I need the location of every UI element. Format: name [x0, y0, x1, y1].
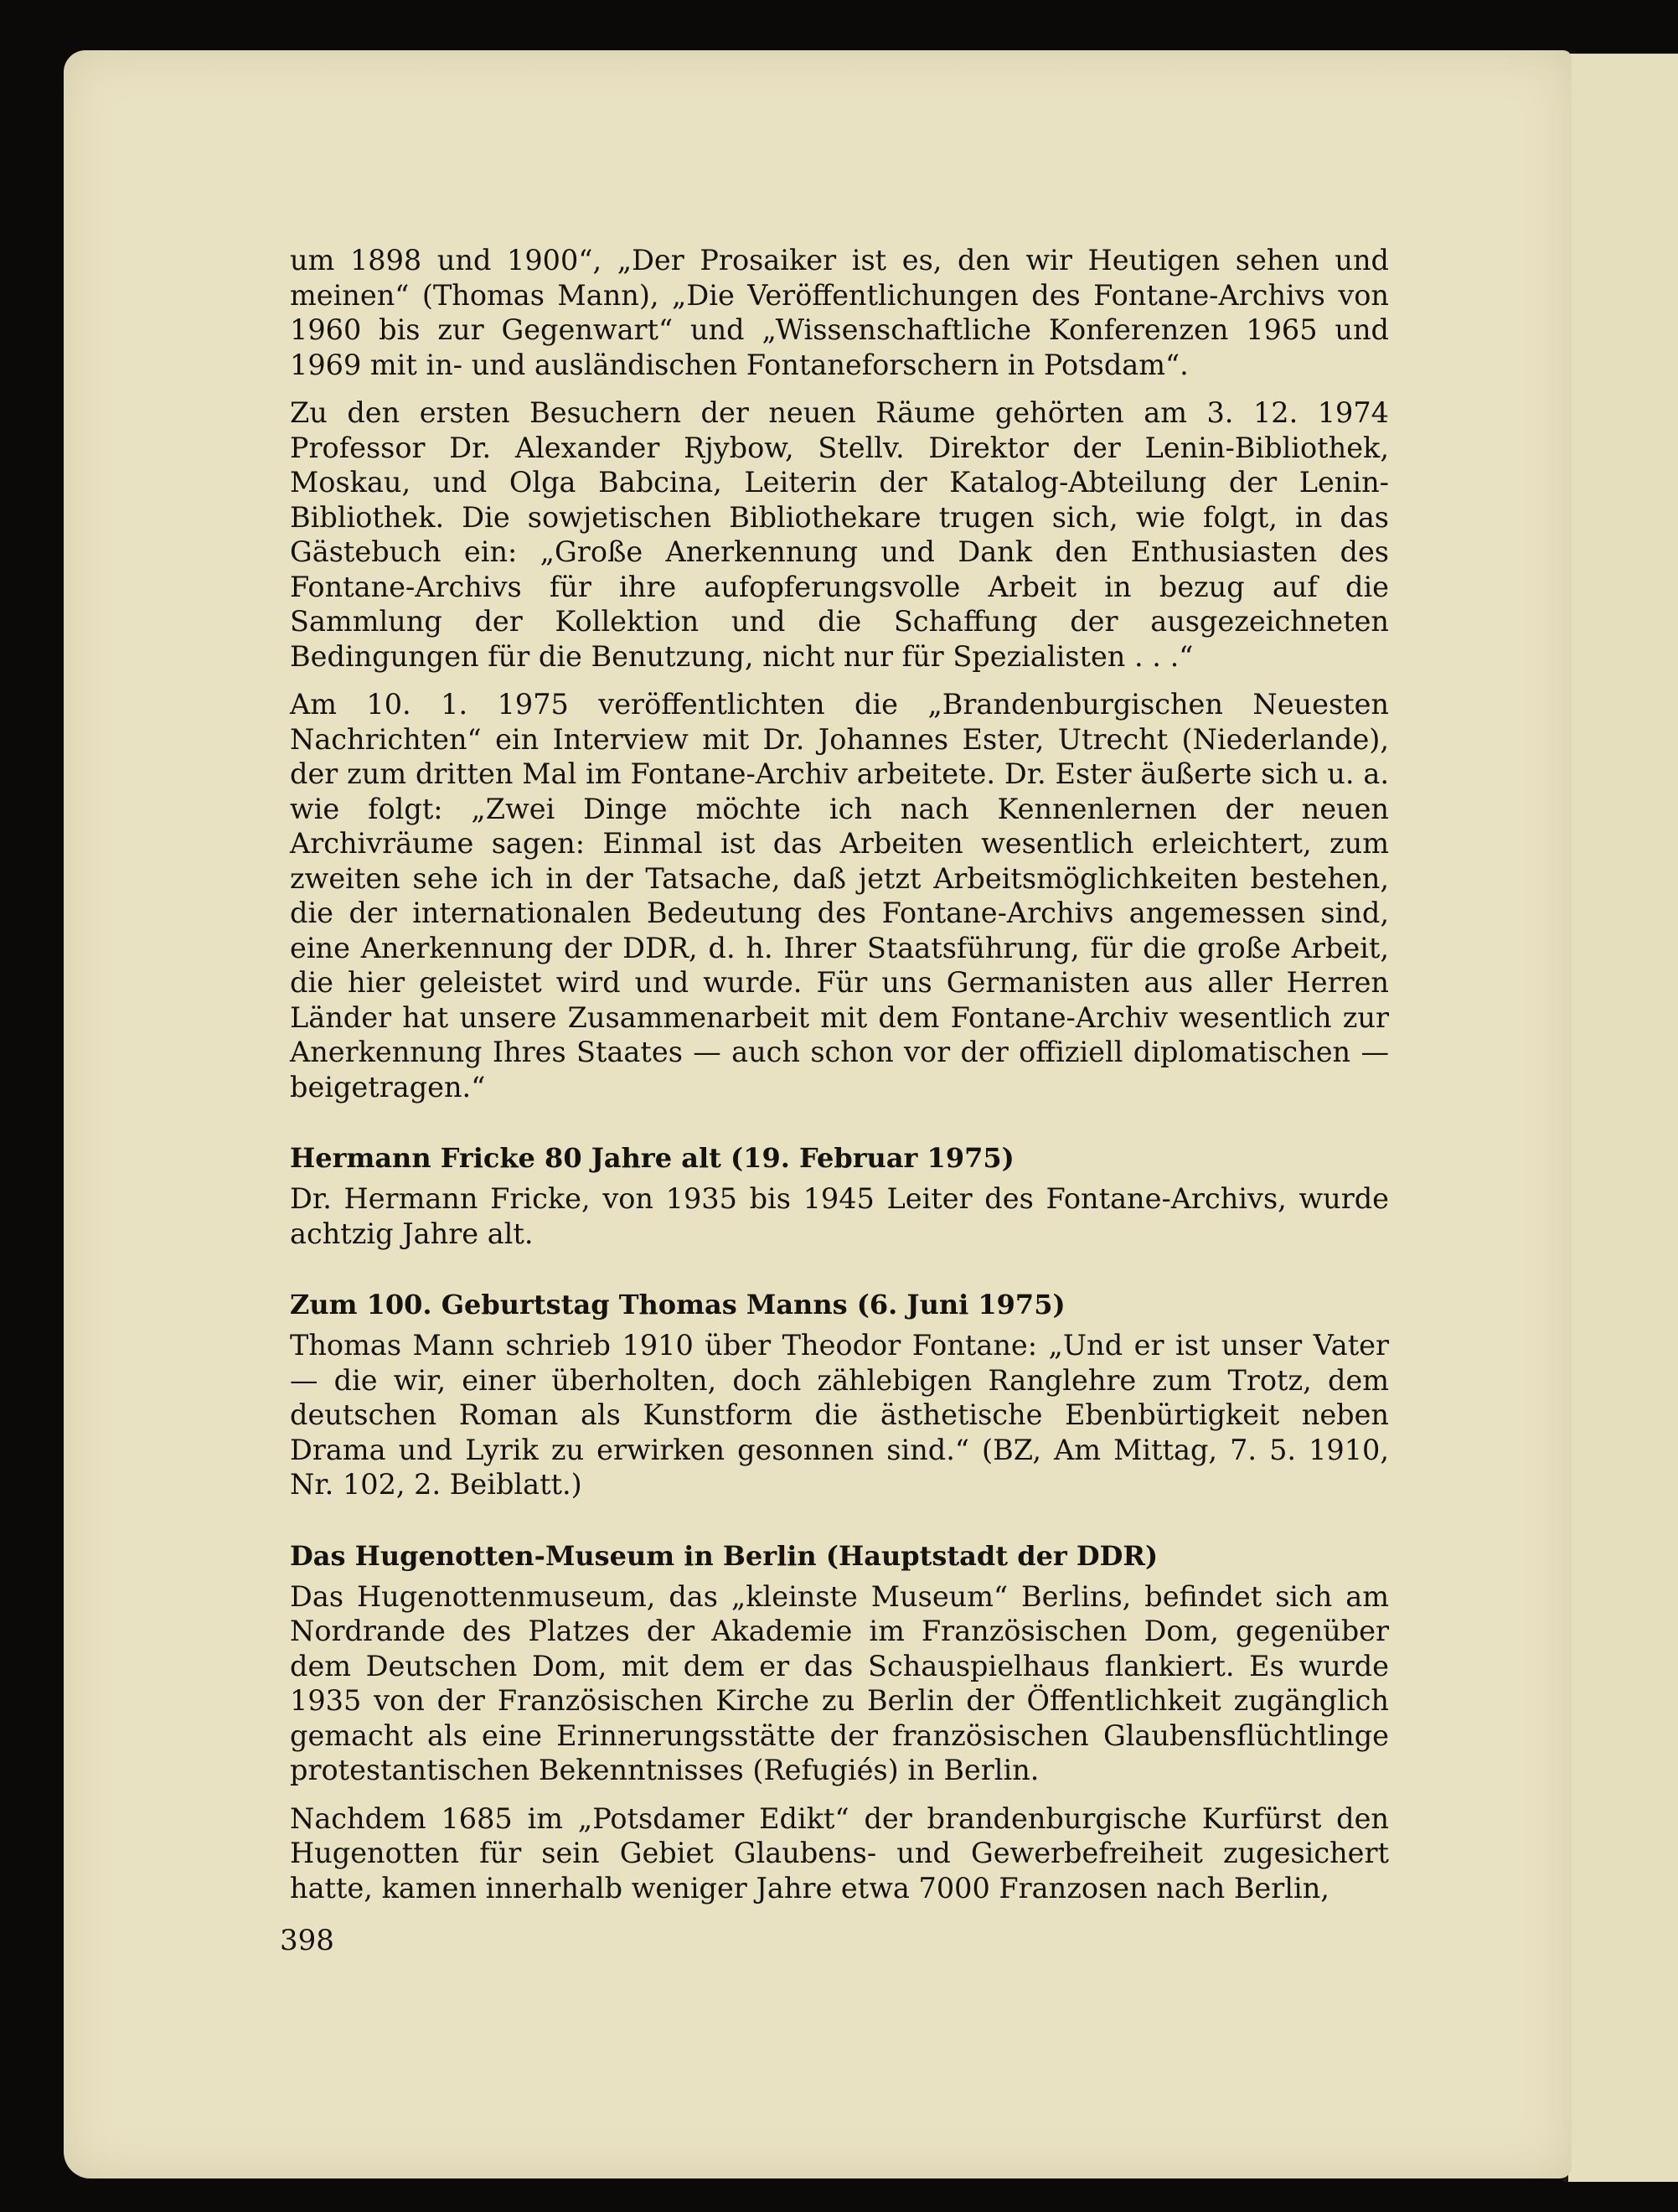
paragraph: Das Hugenottenmuseum, das „kleinste Museum“ Berlins, befindet sich am Nordrande des Platzes der Akademie im Französischen Dom, gegenüber dem Deutschen Dom, mit dem er das Schauspielhaus flankiert. Es wurde 1935 von der Französischen Kirche zu Berlin der Öffentlichkeit zugänglich gemacht als eine Erinnerungsstätte der französischen Glaubensflüchtlinge protestantischen Bekenntnisses (Refugiés) in Berlin.: [290, 1579, 1389, 1786]
paragraph: Dr. Hermann Fricke, von 1935 bis 1945 Leiter des Fontane-Archivs, wurde achtzig Jahre alt.: [290, 1182, 1389, 1250]
page-text: [290, 243, 1389, 1919]
adjacent-page-edge: [1563, 54, 1678, 2182]
paragraph: Zu den ersten Besuchern der neuen Räume gehörten am 3. 12. 1974 Professor Dr. Alexander Rjybow, Stellv. Direktor der Lenin-Bibliothek, Moskau, und Olga Babcina, Leiterin der Katalog-Abteilung der Lenin-Bibliothek. Die sowjetischen Bibliothekare trugen sich, wie folgt, in das Gästebuch ein: „Große Anerkennung und Dank den Enthusiasten des Fontane-Archivs für ihre aufopferungsvolle Arbeit in bezug auf die Sammlung der Kollektion und die Schaffung der ausgezeichneten Bedingungen für die Benutzung, nicht nur für Spezialisten . . .“: [290, 396, 1389, 673]
paragraph: um 1898 und 1900“, „Der Prosaiker ist es, den wir Heutigen sehen und meinen“ (Thomas Mann), „Die Veröffentlichungen des Fontane-Archivs von 1960 bis zur Gegenwart“ und „Wissenschaftliche Konferenzen 1965 und 1969 mit in- und ausländischen Fontaneforschern in Potsdam“.: [290, 244, 1389, 381]
section-heading-mann: Zum 100. Geburtstag Thomas Manns (6. Juni 1975): [290, 1289, 1066, 1320]
page-number: 398: [280, 1924, 334, 1957]
paragraph: Nachdem 1685 im „Potsdamer Edikt“ der brandenburgische Kurfürst den Hugenotten für sein Gebiet Glaubens- und Gewerbefreiheit zugesichert hatte, kamen innerhalb weniger Jahre etwa 7000 Franzosen nach Berlin,: [290, 1801, 1389, 1904]
section-heading-fricke: Hermann Fricke 80 Jahre alt (19. Februar 1975): [290, 1142, 1015, 1174]
section-heading-hugenotten: Das Hugenotten-Museum in Berlin (Hauptstadt der DDR): [290, 1539, 1159, 1572]
paragraph: Thomas Mann schrieb 1910 über Theodor Fontane: „Und er ist unser Vater — die wir, einer überholten, doch zählebigen Ranglehre zum Trotz, dem deutschen Roman als Kunstform die ästhetische Ebenbürtigkeit neben Drama und Lyrik zu erwirken gesonnen sind.“ (BZ, Am Mittag, 7. 5. 1910, Nr. 102, 2. Beiblatt.): [290, 1329, 1389, 1501]
paragraph: Am 10. 1. 1975 veröffentlichten die „Brandenburgischen Neuesten Nachrichten“ ein Interview mit Dr. Johannes Ester, Utrecht (Niederlande), der zum dritten Mal im Fontane-Archiv arbeitete. Dr. Ester äußerte sich u. a. wie folgt: „Zwei Dinge möchte ich nach Kennenlernen der neuen Archivräume sagen: Einmal ist das Arbeiten wesentlich erleichtert, zum zweiten sehe ich in der Tatsache, daß jetzt Arbeitsmöglichkeiten bestehen, die der internationalen Bedeutung des Fontane-Archivs angemessen sind, eine Anerkennung der DDR, d. h. Ihrer Staatsführung, für die große Arbeit, die hier geleistet wird und wurde. Für uns Germanisten aus aller Herren Länder hat unsere Zusammenarbeit mit dem Fontane-Archiv wesentlich zur Anerkennung Ihres Staates — auch schon vor der offiziell diplomatischen — beigetragen.“: [290, 688, 1389, 1103]
